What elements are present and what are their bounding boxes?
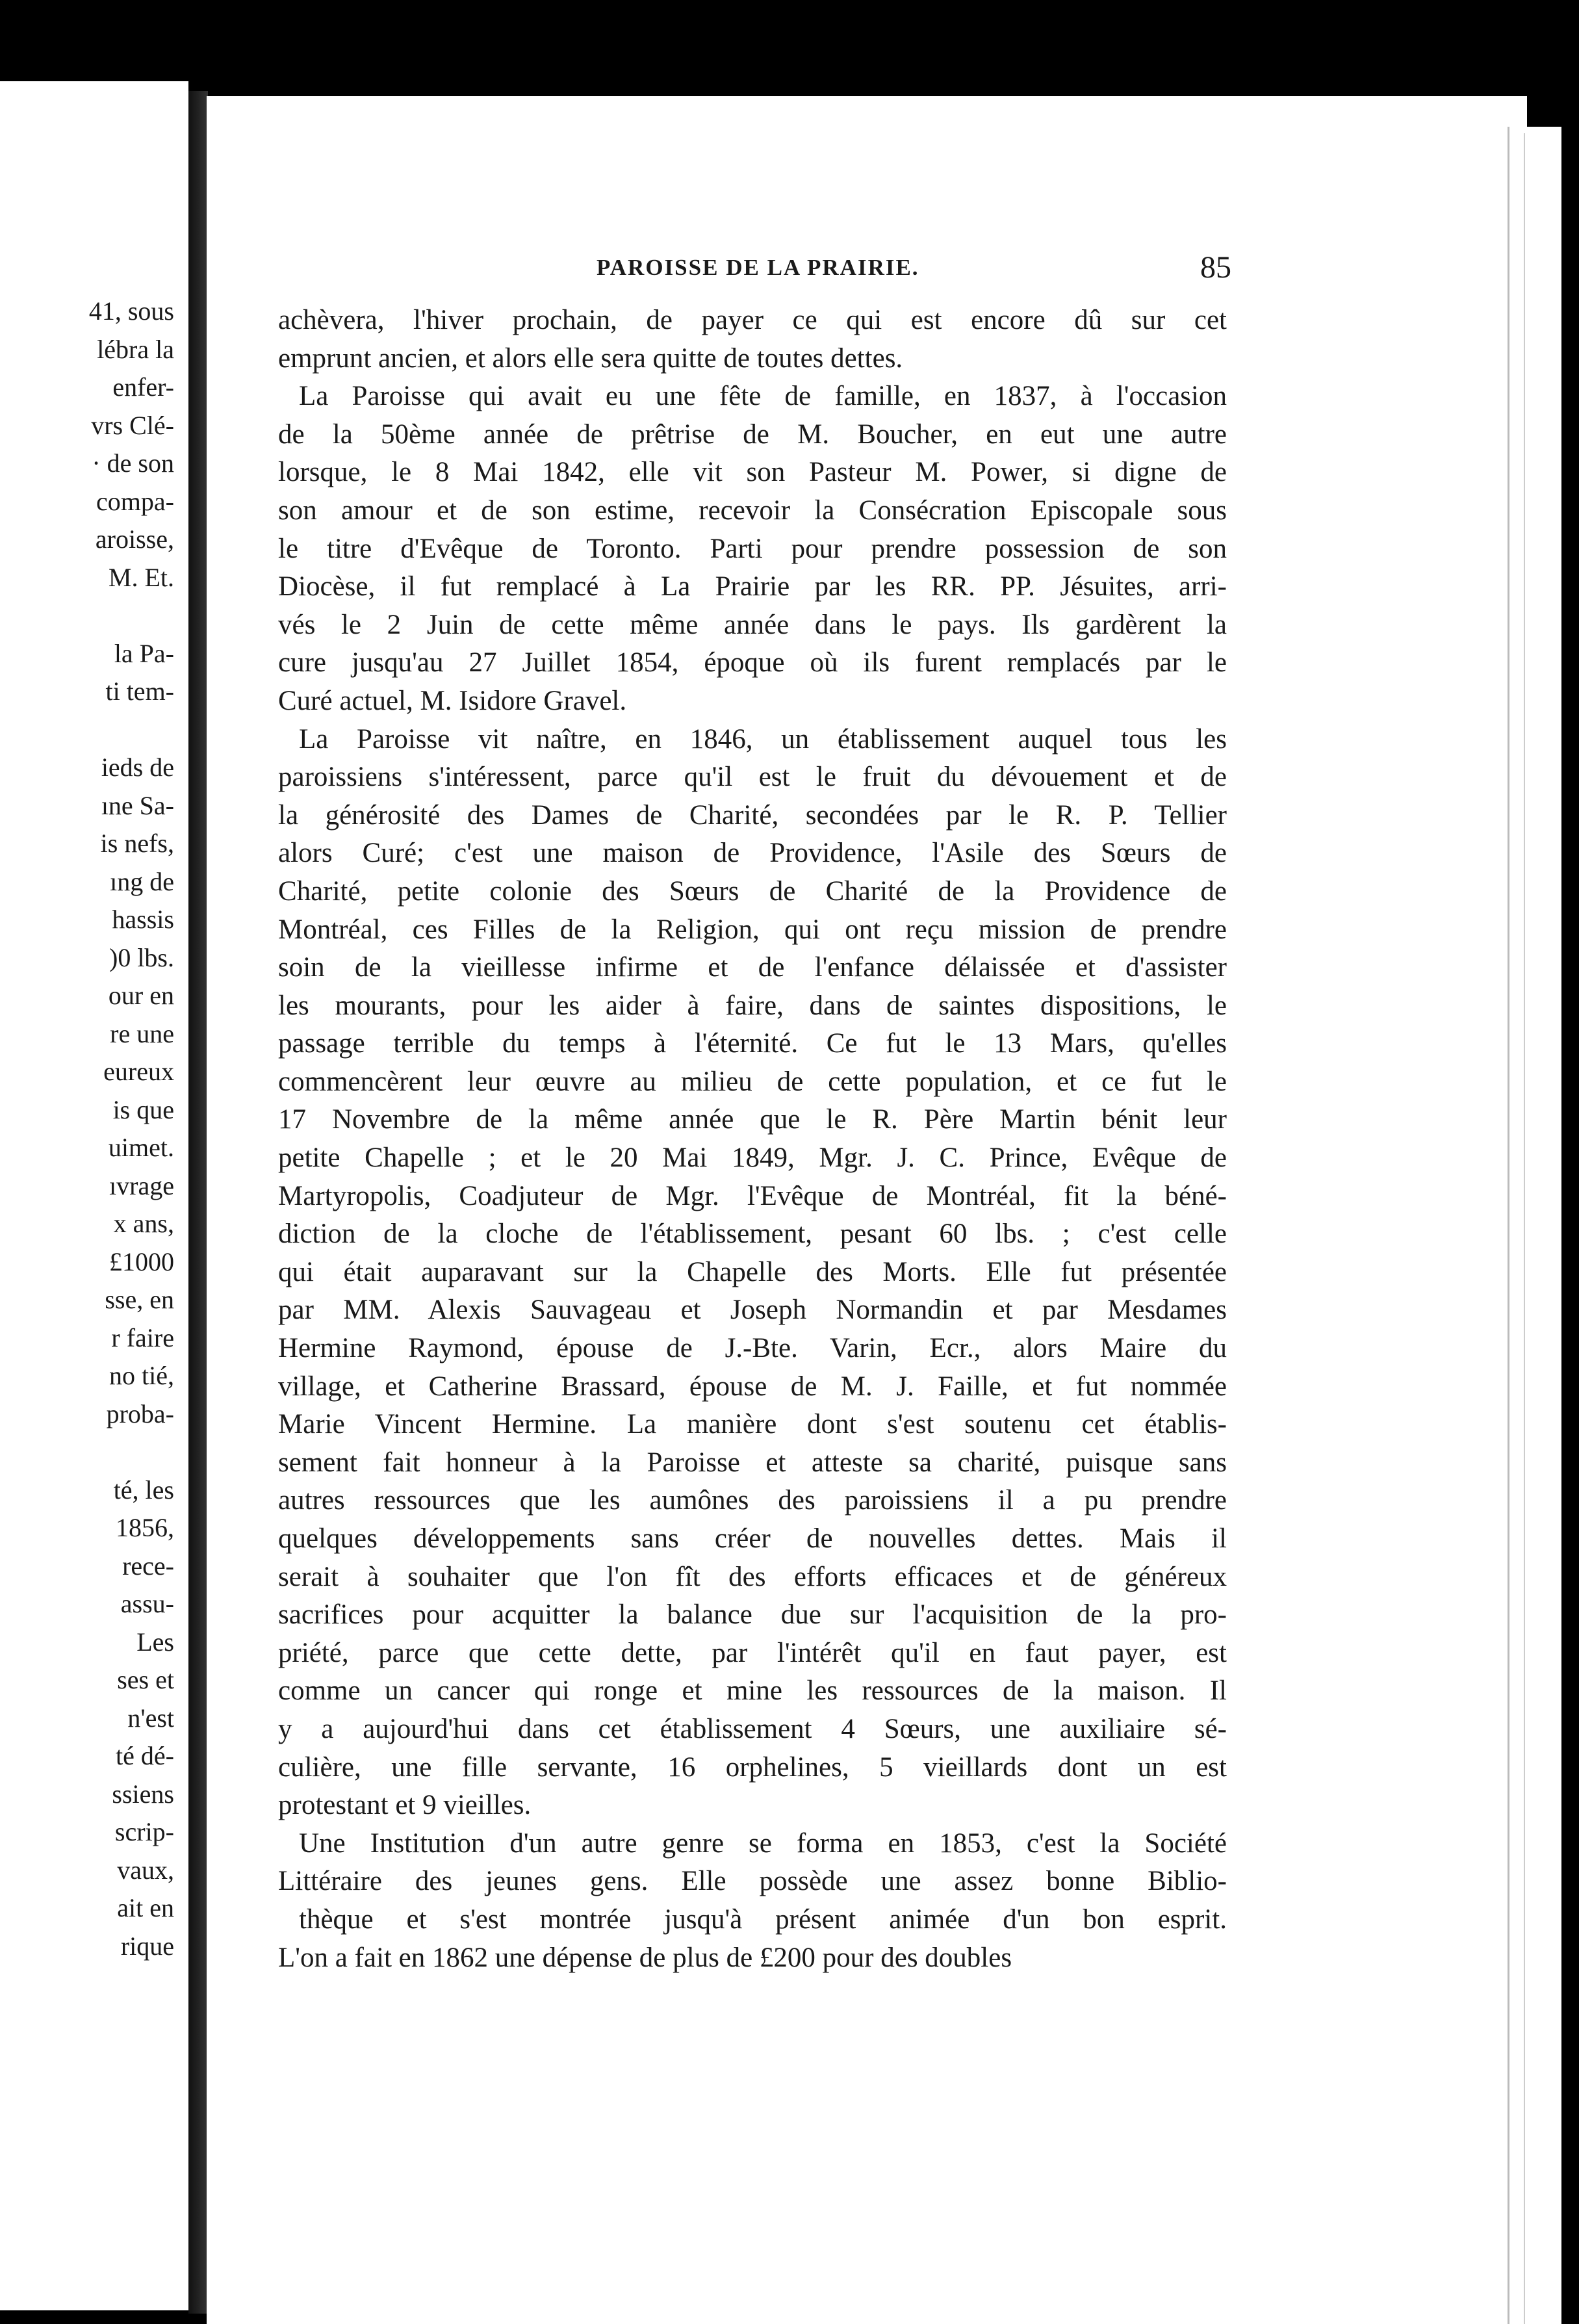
- running-title: PAROISSE DE LA PRAIRIE.: [597, 255, 919, 280]
- text-line: diction de la cloche de l'établissement, pesant 60 lbs. ; c'est celle: [278, 1219, 1227, 1250]
- text-line: Charité, petite colonie des Sœurs de Charité de la Providence de: [278, 875, 1227, 907]
- text-line: lorsque, le 8 Mai 1842, elle vit son Pasteur M. Power, si digne de: [278, 457, 1227, 488]
- text-line: cure jusqu'au 27 Juillet 1854, époque où ils furent remplacés par le: [278, 647, 1227, 678]
- facing-page-line: 41, sous: [88, 296, 174, 326]
- text-line: les mourants, pour les aider à faire, dans de saintes dispositions, le: [278, 990, 1227, 1021]
- facing-page-line: ssiens: [112, 1779, 174, 1809]
- text-line: paroissiens s'intéressent, parce qu'il est le fruit du dévouement et de: [278, 762, 1227, 793]
- facing-page-line: uimet.: [108, 1133, 174, 1162]
- facing-page-line: té dé-: [116, 1741, 174, 1770]
- text-line: passage terrible du temps à l'éternité. Ce fut le 13 Mars, qu'elles: [278, 1028, 1227, 1059]
- text-line: thèque et s'est montrée jusqu'à présent animée d'un bon esprit.: [299, 1904, 1227, 1935]
- facing-page-line: hassis: [112, 905, 174, 934]
- facing-page-line: 1856,: [116, 1513, 174, 1542]
- facing-page-line: sse, en: [105, 1285, 174, 1314]
- facing-page-line: n'est: [127, 1703, 174, 1733]
- text-line: sement fait honneur à la Paroisse et atteste sa charité, puisque sans: [278, 1447, 1227, 1478]
- book-gutter: [188, 91, 208, 2314]
- facing-page-line: re une: [110, 1018, 174, 1048]
- text-line: 17 Novembre de la même année que le R. Père Martin bénit leur: [278, 1104, 1227, 1135]
- facing-page-line: ıvrage: [109, 1170, 174, 1200]
- text-line: priété, parce que cette dette, par l'intérêt qu'il en faut payer, est: [278, 1637, 1227, 1668]
- text-line: Une Institution d'un autre genre se forma en 1853, c'est la Société: [299, 1827, 1227, 1859]
- text-line: L'on a fait en 1862 une dépense de plus de £200 pour des doubles: [278, 1942, 1012, 1973]
- facing-page-line: ti tem-: [105, 677, 174, 706]
- facing-page-line: [89, 597, 174, 635]
- text-line: petite Chapelle ; et le 20 Mai 1849, Mgr. J. C. Prince, Evêque de: [278, 1143, 1227, 1174]
- facing-page-line: ıne Sa-: [101, 790, 174, 820]
- facing-page-line: rique: [120, 1931, 174, 1961]
- text-line: autres ressources que les aumônes des paroissiens il a pu prendre: [278, 1485, 1227, 1516]
- text-line: protestant et 9 vieilles.: [278, 1790, 532, 1821]
- text-line: vés le 2 Juin de cette même année dans le pays. Ils gardèrent la: [278, 609, 1227, 640]
- text-line: culière, une fille servante, 16 orphelines, 5 vieillards dont un est: [278, 1751, 1227, 1783]
- text-line: comme un cancer qui ronge et mine les ressources de la maison. Il: [278, 1675, 1227, 1707]
- text-line: y a aujourd'hui dans cet établissement 4 Sœurs, une auxiliaire sé-: [278, 1713, 1227, 1744]
- facing-page-line: ait en: [117, 1893, 174, 1922]
- text-line: emprunt ancien, et alors elle sera quitte de toutes dettes.: [278, 342, 903, 374]
- facing-page-line: is que: [112, 1094, 174, 1124]
- text-line: commencèrent leur œuvre au milieu de cette population, et ce fut le: [278, 1066, 1227, 1097]
- facing-page-line: [89, 711, 174, 749]
- text-line: par MM. Alexis Sauvageau et Joseph Normandin et par Mesdames: [278, 1295, 1227, 1326]
- facing-page-line: enfer-: [112, 372, 174, 402]
- facing-page-line: rece-: [122, 1551, 174, 1581]
- facing-page-line: ıng de: [110, 866, 174, 896]
- text-line: Marie Vincent Hermine. La manière dont s'est soutenu cet établis-: [278, 1409, 1227, 1440]
- facing-page-line: scrip-: [114, 1817, 174, 1846]
- text-line: achèvera, l'hiver prochain, de payer ce qui est encore dû sur cet: [278, 305, 1227, 335]
- text-line: la générosité des Dames de Charité, secondées par le R. P. Tellier: [278, 799, 1227, 831]
- text-line: sacrifices pour acquitter la balance due sur l'acquisition de la pro-: [278, 1599, 1227, 1631]
- text-line: le titre d'Evêque de Toronto. Parti pour prendre possession de son: [278, 533, 1227, 564]
- text-line: soin de la vieillesse infirme et de l'enfance délaissée et d'assister: [278, 952, 1227, 983]
- facing-page-line: aroisse,: [95, 524, 174, 554]
- text-line: qui était auparavant sur la Chapelle des Morts. Elle fut présentée: [278, 1256, 1227, 1287]
- facing-page-line: compa-: [96, 486, 174, 516]
- facing-page-line: té, les: [113, 1475, 174, 1504]
- facing-page-line: is nefs,: [100, 829, 174, 858]
- page-number: 85: [1200, 250, 1231, 285]
- page-edge-inner: [1524, 133, 1561, 2324]
- body-text: [278, 302, 1227, 1977]
- text-line: La Paroisse vit naître, en 1846, un établissement auquel tous les: [299, 723, 1227, 755]
- facing-page-line: lébra la: [97, 334, 174, 364]
- text-line: quelques développements sans créer de nouvelles dettes. Mais il: [278, 1523, 1227, 1554]
- facing-page-line: )0 lbs.: [109, 942, 174, 972]
- facing-page-line: ieds de: [101, 753, 174, 782]
- text-line: Curé actuel, M. Isidore Gravel.: [278, 685, 627, 716]
- facing-page-line: · de son: [92, 448, 174, 478]
- text-line: son amour et de son estime, recevoir la Consécration Episcopale sous: [278, 495, 1227, 526]
- facing-page-line: x ans,: [113, 1209, 174, 1238]
- facing-page-line: vrs Clé-: [91, 410, 174, 440]
- facing-page-line: eureux: [103, 1057, 174, 1086]
- facing-page-line: [89, 1433, 174, 1471]
- facing-page-line: la Pa-: [114, 638, 174, 668]
- text-line: Littéraire des jeunes gens. Elle possède une assez bonne Biblio-: [278, 1866, 1227, 1897]
- facing-page-line: M. Et.: [108, 562, 174, 592]
- text-line: serait à souhaiter que l'on fît des efforts efficaces et de généreux: [278, 1561, 1227, 1592]
- facing-page-fragment: [0, 81, 188, 2310]
- text-line: Martyropolis, Coadjuteur de Mgr. l'Evêque de Montréal, fit la béné-: [278, 1180, 1227, 1211]
- facing-page-line: Les: [136, 1627, 174, 1657]
- text-line: Montréal, ces Filles de la Religion, qui ont reçu mission de prendre: [278, 914, 1227, 945]
- facing-page-line: vaux,: [117, 1855, 174, 1885]
- text-line: village, et Catherine Brassard, épouse de M. J. Faille, et fut nommée: [278, 1371, 1227, 1402]
- facing-page-line: £1000: [109, 1246, 174, 1276]
- facing-page-line: our en: [108, 981, 174, 1010]
- facing-page-line: proba-: [106, 1399, 174, 1428]
- facing-page-text: [89, 292, 174, 1965]
- facing-page-line: ses et: [117, 1665, 174, 1694]
- text-line: Diocèse, il fut remplacé à La Prairie par les RR. PP. Jésuites, arri-: [278, 571, 1227, 602]
- facing-page-line: assu-: [120, 1589, 174, 1618]
- facing-page-line: r faire: [111, 1323, 174, 1352]
- text-line: alors Curé; c'est une maison de Providence, l'Asile des Sœurs de: [278, 838, 1227, 869]
- text-line: de la 50ème année de prêtrise de M. Boucher, en eut une autre: [278, 419, 1227, 450]
- text-line: La Paroisse qui avait eu une fête de famille, en 1837, à l'occasion: [299, 381, 1227, 412]
- facing-page-line: no tié,: [109, 1361, 174, 1390]
- text-line: Hermine Raymond, épouse de J.-Bte. Varin, Ecr., alors Maire du: [278, 1333, 1227, 1364]
